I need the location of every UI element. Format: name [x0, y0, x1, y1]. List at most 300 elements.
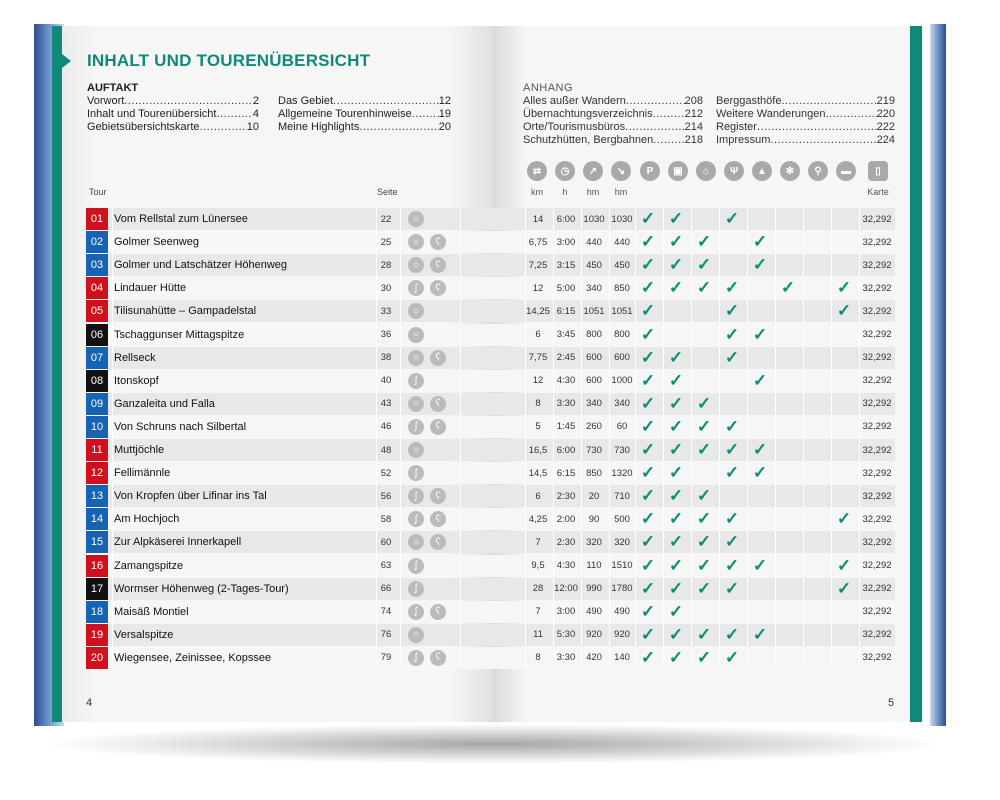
tour-map-number: 32,292: [862, 536, 892, 548]
checkmark-icon: ✓: [640, 509, 656, 529]
checkmark-icon: ✓: [724, 578, 740, 598]
tour-h: 6:15: [556, 467, 576, 479]
table-row[interactable]: [86, 578, 895, 600]
tour-km: 6,75: [528, 236, 548, 248]
tour-page: 43: [380, 398, 392, 410]
checkmark-icon: ✓: [668, 647, 684, 667]
column-separator: [691, 207, 692, 669]
map-icon: ▯: [868, 161, 888, 181]
table-row[interactable]: [86, 370, 895, 392]
book-cover-right: [930, 24, 946, 726]
tour-km: 7,25: [528, 259, 548, 271]
tour-number-badge: 13: [86, 485, 108, 507]
tour-number-badge: 09: [86, 393, 108, 415]
round-tour-icon: ○: [408, 396, 424, 412]
column-separator: [581, 207, 582, 669]
tour-down: 320: [614, 536, 630, 548]
toc-entry[interactable]: [278, 95, 451, 108]
tour-down: 1000: [611, 375, 633, 387]
tour-map-number: 32,292: [862, 583, 892, 595]
round-tour-icon: ○: [408, 534, 424, 550]
tour-page: 33: [380, 305, 392, 317]
checkmark-icon: ✓: [640, 647, 656, 667]
column-separator: [635, 207, 636, 669]
tour-map-number: 32,292: [862, 490, 892, 502]
tour-map-number: 32,292: [862, 282, 892, 294]
tour-down: 710: [614, 490, 630, 502]
toc-entry-label: Das Gebiet: [278, 95, 334, 107]
tour-h: 12:00: [554, 583, 578, 595]
checkmark-icon: ✓: [696, 532, 712, 552]
family-bear-icon: ʕ: [430, 650, 446, 666]
checkmark-icon: ✓: [640, 416, 656, 436]
toc-leader: [412, 108, 439, 121]
toc-leader: [825, 108, 876, 121]
checkmark-icon: ✓: [668, 578, 684, 598]
bike-icon: ⚲: [808, 161, 828, 181]
tour-km: 14,25: [526, 305, 550, 317]
tour-map-number: 32,292: [862, 652, 892, 664]
family-bear-icon: ʕ: [430, 234, 446, 250]
checkmark-icon: ✓: [752, 440, 768, 459]
column-separator: [831, 207, 832, 669]
toc-entry-label: Allgemeine Tourenhinweise: [278, 108, 412, 120]
one-way-tour-icon: ∫: [408, 581, 424, 597]
column-separator: [460, 207, 461, 669]
tour-down: 800: [614, 329, 630, 340]
checkmark-icon: ✓: [640, 324, 656, 344]
hut-icon: ▲: [752, 161, 772, 181]
table-row[interactable]: [86, 231, 895, 253]
tour-up: 450: [586, 259, 602, 271]
parking-icon: P: [640, 161, 660, 181]
toc-entry-page: 19: [438, 108, 451, 120]
tour-number-badge: 01: [86, 208, 108, 230]
tour-page: 25: [380, 236, 392, 248]
toc-entry-page: 218: [684, 134, 703, 146]
one-way-tour-icon: ∫: [408, 604, 424, 620]
tour-name[interactable]: Versalspitze: [114, 628, 174, 641]
toc-entry[interactable]: [716, 95, 895, 108]
tour-name[interactable]: Von Schruns nach Silbertal: [114, 420, 247, 433]
tour-up: 850: [586, 467, 602, 479]
checkmark-icon: ✓: [724, 209, 740, 228]
toc-entry[interactable]: [523, 134, 703, 147]
toc-entry-label: Register: [716, 121, 757, 133]
tour-number-badge: 18: [86, 601, 108, 623]
tour-name[interactable]: Von Kropfen über Lifinar ins Tal: [114, 490, 267, 503]
tour-name[interactable]: Zur Alpkäserei Innerkapell: [114, 536, 242, 549]
checkmark-icon: ✓: [752, 463, 768, 483]
tour-h: 2:30: [556, 536, 576, 548]
page-number-right: 5: [888, 697, 895, 709]
round-tour-icon: ○: [408, 257, 424, 273]
checkmark-icon: ✓: [696, 624, 712, 644]
tour-number-badge: 03: [86, 254, 108, 276]
toc-entry-page: 2: [252, 95, 259, 107]
tour-h: 1:45: [556, 421, 576, 433]
column-separator: [719, 207, 720, 669]
tour-h: 5:30: [556, 629, 576, 641]
tour-name[interactable]: Muttjöchle: [114, 444, 165, 456]
auftakt-list-1: [87, 95, 259, 134]
checkmark-icon: ✓: [668, 532, 684, 552]
toc-leader: [653, 108, 685, 121]
tour-name[interactable]: Golmer und Latschätzer Höhenweg: [114, 259, 288, 272]
checkmark-icon: ✓: [724, 555, 740, 575]
checkmark-icon: ✓: [640, 301, 656, 321]
tour-up: 340: [586, 282, 602, 294]
table-row[interactable]: [86, 254, 895, 276]
round-tour-icon: ○: [408, 350, 424, 366]
table-row[interactable]: [86, 347, 895, 369]
tour-h: 2:00: [556, 513, 576, 525]
ascent-icon: ↗: [583, 161, 603, 181]
family-bear-icon: ʕ: [430, 257, 446, 273]
toc-entry-page: 20: [438, 121, 451, 133]
anhang-list-1: [523, 95, 703, 147]
one-way-tour-icon: ∫: [408, 558, 424, 574]
tour-up: 600: [586, 375, 602, 387]
tour-down: 1510: [611, 560, 633, 571]
tour-km: 7: [535, 536, 541, 548]
tour-down: 340: [614, 398, 630, 410]
toc-entry-label: Berggasthöfe: [716, 95, 782, 107]
tour-map-number: 32,292: [862, 398, 892, 410]
tour-km: 4,25: [528, 513, 548, 525]
table-row[interactable]: [86, 555, 895, 577]
checkmark-icon: ✓: [668, 463, 684, 483]
checkmark-icon: ✓: [640, 532, 656, 552]
toc-entry-page: 4: [252, 108, 259, 120]
tour-number-badge: 11: [86, 439, 108, 461]
toc-entry-page: 212: [684, 108, 703, 120]
toc-entry[interactable]: [87, 95, 259, 108]
table-row[interactable]: [86, 531, 895, 553]
tour-down: 450: [614, 259, 630, 271]
family-bear-icon: ʕ: [430, 511, 446, 527]
header-tour: Tour: [89, 187, 107, 197]
tour-number-badge: 19: [86, 624, 108, 646]
checkmark-icon: ✓: [668, 347, 684, 367]
page-number-left: 4: [86, 697, 93, 709]
tour-number-badge: 17: [86, 578, 108, 600]
checkmark-icon: ✓: [640, 209, 656, 228]
toc-leader: [333, 95, 439, 108]
table-row[interactable]: [86, 624, 895, 646]
tour-name[interactable]: Wormser Höhenweg (2-Tages-Tour): [114, 582, 289, 595]
tour-page: 48: [380, 444, 392, 456]
tour-h: 3:15: [556, 259, 576, 271]
checkmark-icon: ✓: [640, 370, 656, 390]
checkmark-icon: ✓: [724, 416, 740, 436]
tour-up: 1051: [583, 305, 605, 317]
tour-name[interactable]: Golmer Seenweg: [114, 236, 199, 249]
toc-leader: [124, 95, 253, 108]
tour-km: 14: [532, 213, 544, 225]
tour-h: 2:30: [556, 490, 576, 502]
checkmark-icon: ✓: [668, 440, 684, 459]
toc-entry-page: 220: [876, 108, 895, 120]
checkmark-icon: ✓: [696, 578, 712, 598]
tour-up: 800: [586, 329, 602, 340]
tour-page: 28: [380, 259, 392, 271]
checkmark-icon: ✓: [640, 393, 656, 413]
tour-number-badge: 02: [86, 231, 108, 253]
tour-page: 60: [380, 536, 392, 548]
toc-entry[interactable]: [87, 121, 259, 134]
tour-number-badge: 07: [86, 347, 108, 369]
tour-page: 22: [380, 213, 392, 225]
toc-entry[interactable]: [278, 108, 451, 121]
toc-entry[interactable]: [716, 108, 895, 121]
family-bear-icon: ʕ: [430, 396, 446, 412]
family-bear-icon: ʕ: [430, 419, 446, 435]
family-bear-icon: ʕ: [430, 534, 446, 550]
column-separator: [803, 207, 804, 669]
toc-entry[interactable]: [278, 121, 451, 134]
tour-map-number: 32,292: [862, 560, 892, 571]
checkmark-icon: ✓: [668, 416, 684, 436]
toc-leader: [216, 108, 252, 121]
checkmark-icon: ✓: [696, 440, 712, 459]
header-hm-down: hm: [614, 187, 628, 197]
tour-map-number: 32,292: [862, 467, 892, 479]
tour-h: 3:00: [556, 236, 576, 248]
tour-up: 440: [586, 236, 602, 248]
checkmark-icon: ✓: [780, 278, 796, 298]
toc-entry-page: 224: [876, 134, 895, 146]
toc-entry-page: 219: [876, 95, 895, 107]
checkmark-icon: ✓: [696, 416, 712, 436]
toc-entry-label: Vorwort: [87, 95, 125, 107]
one-way-tour-icon: ∫: [408, 373, 424, 389]
checkmark-icon: ✓: [836, 509, 852, 529]
table-row[interactable]: [86, 393, 895, 415]
tour-down: 440: [614, 236, 630, 248]
toc-leader: [781, 95, 876, 108]
tour-km: 11: [533, 629, 543, 641]
toc-entry[interactable]: [87, 108, 259, 121]
family-bear-icon: ʕ: [430, 280, 446, 296]
table-row[interactable]: [86, 601, 895, 623]
round-tour-icon: ○: [408, 627, 424, 643]
toc-entry-label: Übernachtungsverzeichnis: [523, 108, 653, 120]
checkmark-icon: ✓: [668, 393, 684, 413]
checkmark-icon: ✓: [752, 232, 768, 252]
table-row[interactable]: [86, 485, 895, 507]
tour-name[interactable]: Zamangspitze: [114, 559, 184, 572]
tour-page: 56: [380, 490, 392, 502]
tour-number-badge: 10: [86, 416, 108, 438]
tour-km: 16,5: [528, 444, 548, 456]
tour-up: 260: [586, 421, 602, 433]
anhang-heading: ANHANG: [523, 82, 574, 94]
family-bear-icon: ʕ: [430, 604, 446, 620]
checkmark-icon: ✓: [640, 440, 656, 459]
checkmark-icon: ✓: [668, 601, 684, 621]
tour-name[interactable]: Wiegensee, Zeinissee, Kopssee: [114, 651, 272, 664]
auftakt-list-2: [278, 95, 451, 134]
column-separator: [525, 207, 526, 669]
tour-up: 90: [588, 513, 600, 525]
toc-entry[interactable]: [523, 95, 703, 108]
checkmark-icon: ✓: [724, 324, 740, 344]
tour-up: 990: [586, 583, 602, 595]
toc-entry-label: Meine Highlights: [278, 121, 360, 133]
tour-name[interactable]: Itonskopf: [114, 374, 159, 387]
table-row[interactable]: [86, 324, 895, 346]
tour-map-number: 32,292: [862, 329, 892, 340]
tour-up: 340: [586, 398, 602, 410]
toc-entry[interactable]: [716, 134, 895, 147]
toc-entry[interactable]: [523, 121, 703, 134]
tour-page: 74: [380, 606, 392, 618]
signpost-icon: ⇄: [527, 161, 547, 181]
tour-name[interactable]: Rellseck: [114, 351, 156, 364]
tour-h: 4:30: [556, 560, 576, 571]
family-bear-icon: ʕ: [430, 350, 446, 366]
table-row[interactable]: [86, 439, 895, 461]
page-title: INHALT UND TOURENÜBERSICHT: [87, 51, 371, 70]
tour-down: 730: [614, 444, 630, 456]
tour-name[interactable]: Maisäß Montiel: [114, 605, 189, 618]
checkmark-icon: ✓: [668, 555, 684, 575]
checkmark-icon: ✓: [724, 647, 740, 667]
checkmark-icon: ✓: [640, 555, 656, 575]
table-row[interactable]: [86, 508, 895, 530]
checkmark-icon: ✓: [668, 486, 684, 506]
toc-entry-page: 208: [684, 95, 703, 107]
tour-map-number: 32,292: [862, 259, 892, 271]
tour-page: 66: [380, 583, 392, 595]
tour-down: 600: [614, 352, 630, 364]
right-page-teal-edge: [910, 26, 922, 722]
tour-name[interactable]: Ganzaleita und Falla: [114, 397, 215, 410]
tour-km: 14,5: [528, 467, 548, 479]
tour-h: 3:30: [556, 652, 576, 664]
tour-number-badge: 15: [86, 531, 108, 553]
checkmark-icon: ✓: [696, 232, 712, 252]
column-separator: [553, 207, 554, 669]
tour-name[interactable]: Lindauer Hütte: [114, 282, 187, 295]
tour-number-badge: 16: [86, 555, 108, 577]
table-row[interactable]: [86, 277, 895, 299]
checkmark-icon: ✓: [724, 347, 740, 367]
tour-page: 36: [380, 329, 392, 340]
table-row[interactable]: [86, 462, 895, 484]
checkmark-icon: ✓: [640, 624, 656, 644]
tour-name[interactable]: Tschaggunser Mittagspitze: [114, 328, 245, 341]
winter-icon: ✻: [780, 161, 800, 181]
tour-up: 320: [586, 536, 602, 548]
table-row[interactable]: [86, 416, 895, 438]
checkmark-icon: ✓: [724, 624, 740, 644]
clock-icon: ◷: [555, 161, 575, 181]
toc-leader: [770, 134, 876, 147]
toc-leader: [625, 121, 685, 134]
table-row[interactable]: [86, 647, 895, 669]
toc-entry-label: Schutzhütten, Bergbahnen: [523, 134, 654, 146]
toc-entry-page: 12: [438, 95, 451, 107]
checkmark-icon: ✓: [668, 370, 684, 390]
checkmark-icon: ✓: [752, 324, 768, 344]
toc-entry-label: Inhalt und Tourenübersicht: [87, 108, 217, 120]
descent-icon: ↘: [611, 161, 631, 181]
tour-map-number: 32,292: [862, 421, 892, 433]
checkmark-icon: ✓: [724, 463, 740, 483]
tour-down: 60: [616, 421, 628, 433]
family-bear-icon: ʕ: [430, 488, 446, 504]
tour-down: 850: [614, 282, 630, 294]
checkmark-icon: ✓: [696, 255, 712, 275]
restaurant-icon: Ψ: [724, 161, 744, 181]
table-row[interactable]: [86, 300, 895, 322]
checkmark-icon: ✓: [668, 509, 684, 529]
table-row[interactable]: [86, 208, 895, 230]
checkmark-icon: ✓: [836, 278, 852, 298]
tour-up: 20: [588, 490, 600, 502]
tour-name[interactable]: Fellimännle: [114, 467, 171, 480]
checkmark-icon: ✓: [724, 509, 740, 529]
tour-name[interactable]: Am Hochjoch: [114, 513, 180, 526]
checkmark-icon: ✓: [668, 232, 684, 252]
round-tour-icon: ○: [408, 303, 424, 319]
tour-page: 52: [380, 467, 392, 479]
checkmark-icon: ✓: [668, 255, 684, 275]
tour-map-number: 32,292: [862, 629, 892, 641]
tour-down: 1780: [611, 583, 633, 595]
checkmark-icon: ✓: [640, 255, 656, 275]
cable-car-icon: ⌂: [696, 161, 716, 181]
one-way-tour-icon: ∫: [408, 511, 424, 527]
tour-km: 6: [535, 329, 541, 340]
tour-map-number: 32,292: [862, 513, 892, 525]
tour-number-badge: 06: [86, 324, 108, 346]
toc-entry[interactable]: [523, 108, 703, 121]
toc-leader: [359, 121, 438, 134]
header-seite: Seite: [377, 187, 398, 197]
one-way-tour-icon: ∫: [408, 280, 424, 296]
tour-number-badge: 05: [86, 300, 108, 322]
tour-km: 6: [535, 490, 541, 502]
checkmark-icon: ✓: [640, 601, 656, 621]
round-tour-icon: ○: [408, 234, 424, 250]
toc-entry-page: 222: [876, 121, 895, 133]
tour-h: 4:30: [556, 375, 576, 387]
toc-entry[interactable]: [716, 121, 895, 134]
tour-number-badge: 08: [86, 370, 108, 392]
one-way-tour-icon: ∫: [408, 650, 424, 666]
tour-name[interactable]: Tilisunahütte – Gampadelstal: [114, 305, 257, 318]
tour-map-number: 32,292: [862, 236, 892, 248]
tour-name[interactable]: Vom Rellstal zum Lünersee: [114, 213, 248, 225]
tour-map-number: 32,292: [862, 213, 892, 225]
checkmark-icon: ✓: [752, 555, 768, 575]
tour-number-badge: 12: [86, 462, 108, 484]
round-tour-icon: ○: [408, 211, 424, 227]
tour-page: 79: [380, 652, 392, 664]
toc-leader: [200, 121, 247, 134]
checkmark-icon: ✓: [668, 624, 684, 644]
tour-km: 9,5: [531, 560, 545, 571]
tour-page: 40: [380, 375, 392, 387]
header-km: km: [531, 187, 543, 197]
auftakt-heading: AUFTAKT: [87, 82, 139, 94]
tour-km: 12: [532, 375, 544, 387]
checkmark-icon: ✓: [640, 232, 656, 252]
toc-entry-label: Weitere Wanderungen: [716, 108, 826, 120]
